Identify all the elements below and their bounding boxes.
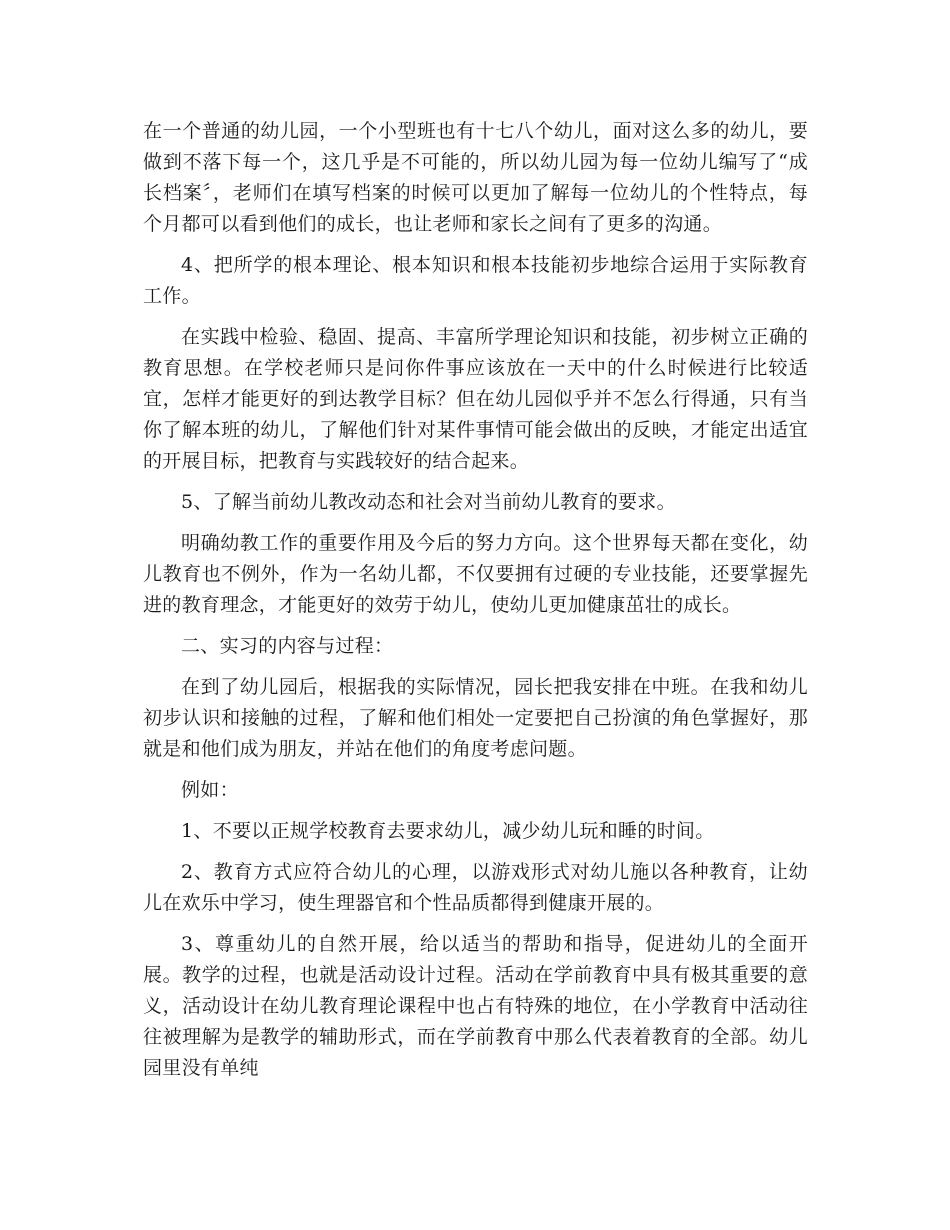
- list-item-2: 2、教育方式应符合幼儿的心理，以游戏形式对幼儿施以各种教育，让幼儿在欢乐中学习，使生理器官和个性品质都得到健康开展的。: [143, 861, 808, 914]
- paragraph-item-5: 5、了解当前幼儿教改动态和社会对当前幼儿教育的要求。: [181, 491, 676, 513]
- paragraph-arrival: 在到了幼儿园后，根据我的实际情况，园长把我安排在中班。在我和幼儿初步认识和接触的过程，了解和他们相处一定要把自己扮演的角色掌握好，那就是和他们成为朋友，并站在他们的角度考虑问题。: [143, 676, 808, 760]
- section-heading-content-process: 二、实习的内容与过程：: [181, 635, 394, 657]
- list-item-3: 3、尊重幼儿的自然开展，给以适当的帮助和指导，促进幼儿的全面开展。教学的过程，也就是活动设计过程。活动在学前教育中具有极其重要的意义，活动设计在幼儿教育理论课程中也占有特殊的地位，在小学教育中活动往往被理解为是教学的辅助形式，而在学前教育中那么代表着教育的全部。幼儿园里没有单纯: [143, 933, 808, 1079]
- document-body: [143, 116, 808, 1094]
- paragraph-growth-archive: 在一个普通的幼儿园，一个小型班也有十七八个幼儿，面对这么多的幼儿，要做到不落下每一个，这几乎是不可能的，所以幼儿园为每一位幼儿编写了“成长档案〞，老师们在填写档案的时候可以更加了解每一位幼儿的个性特点，每个月都可以看到他们的成长，也让老师和家长之间有了更多的沟通。: [143, 120, 808, 235]
- paragraph-education-direction: 明确幼教工作的重要作用及今后的努力方向。这个世界每天都在变化，幼儿教育也不例外，作为一名幼儿都，不仅要拥有过硬的专业技能，还要掌握先进的教育理念，才能更好的效劳于幼儿，使幼儿更加健康茁壮的成长。: [143, 532, 808, 616]
- paragraph-example-label: 例如：: [181, 779, 239, 801]
- list-item-1: 1、不要以正规学校教育去要求幼儿，减少幼儿玩和睡的时间。: [181, 820, 715, 842]
- paragraph-item-4: 4、把所学的根本理论、根本知识和根本技能初步地综合运用于实际教育工作。: [143, 254, 808, 307]
- paragraph-practice-theory: 在实践中检验、稳固、提高、丰富所学理论知识和技能，初步树立正确的教育思想。在学校老师只是问你件事应该放在一天中的什么时候进行比较适宜，怎样才能更好的到达教学目标？但在幼儿园似乎并不怎么行得通，只有当你了解本班的幼儿，了解他们针对某件事情可能会做出的反映，才能定出适宜的开展目标，把教育与实践较好的结合起来。: [143, 326, 808, 472]
